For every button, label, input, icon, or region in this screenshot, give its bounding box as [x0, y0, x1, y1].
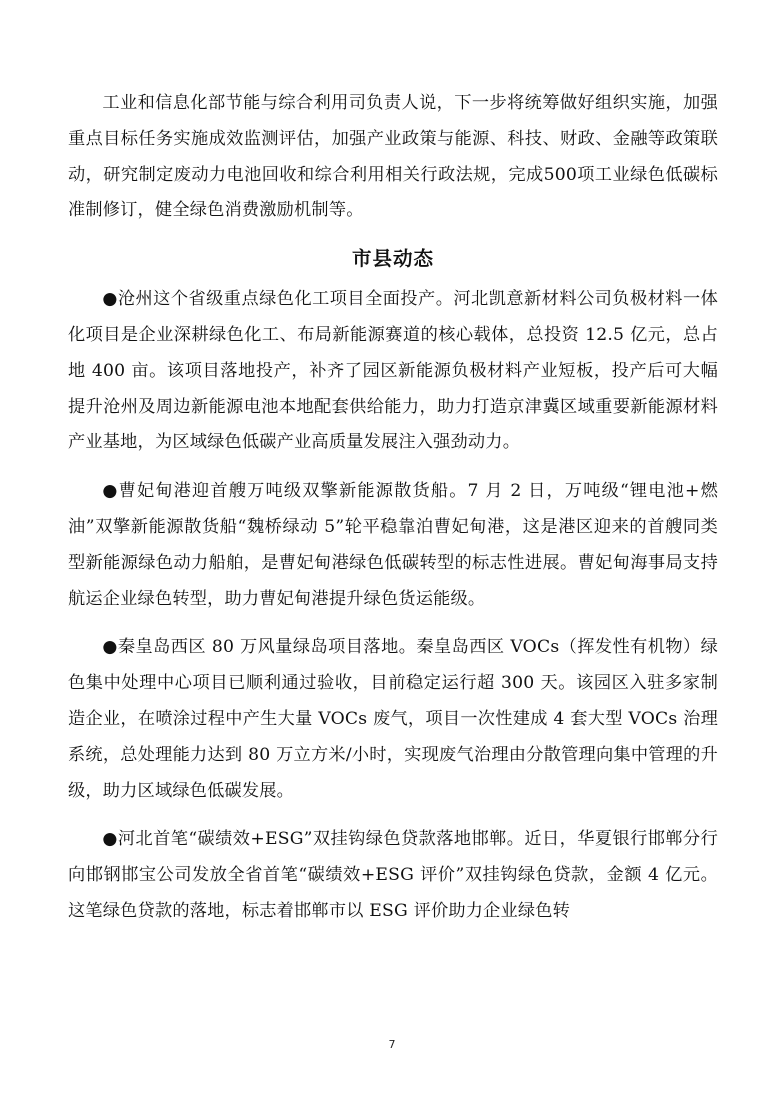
- news-item: [68, 282, 718, 461]
- news-item-text: 曹妃甸港迎首艘万吨级双擎新能源散货船。7 月 2 日，万吨级“锂电池+燃油”双擎新能源散货船“魏桥绿动 5”轮平稳靠泊曹妃甸港，这是港区迎来的首艘同类型新能源绿色动力船舶，是曹妃甸港绿色低碳转型的标志性进展。曹妃甸海事局支持航运企业绿色转型，助力曹妃甸港提升绿色货运能级。: [68, 481, 718, 609]
- news-item: [68, 822, 718, 929]
- bullet-icon: ●: [102, 289, 118, 310]
- news-item-text: 河北首笔“碳绩效+ESG”双挂钩绿色贷款落地邯郸。近日，华夏银行邯郸分行向邯钢邯宝公司发放全省首笔“碳绩效+ESG 评价”双挂钩绿色贷款，金额 4 亿元。这笔绿色贷款的落地，标志着邯郸市以 ESG 评价助力企业绿色转: [68, 829, 718, 921]
- news-item-text: 沧州这个省级重点绿色化工项目全面投产。河北凯意新材料公司负极材料一体化项目是企业深耕绿色化工、布局新能源赛道的核心载体，总投资 12.5 亿元，总占地 400 亩。该项目落地投产，补齐了园区新能源负极材料产业短板，投产后可大幅提升沧州及周边新能源电池本地配套供给能力，助力打造京津冀区域重要新能源材料产业基地，为区域绿色低碳产业高质量发展注入强劲动力。: [68, 289, 718, 453]
- section-title: 市县动态: [351, 247, 434, 271]
- bullet-icon: ●: [102, 637, 118, 658]
- news-item: [68, 474, 718, 617]
- intro-paragraph: 工业和信息化部节能与综合利用司负责人说，下一步将统筹做好组织实施，加强重点目标任务实施成效监测评估，加强产业政策与能源、科技、财政、金融等政策联动，研究制定废动力电池回收和综合利用相关行政法规，完成500项工业绿色低碳标准制修订，健全绿色消费激励机制等。: [68, 93, 718, 221]
- news-item: [68, 630, 718, 809]
- document-page: [68, 86, 718, 943]
- news-item-text: 秦皇岛西区 80 万风量绿岛项目落地。秦皇岛西区 VOCs（挥发性有机物）绿色集中处理中心项目已顺利通过验收，目前稳定运行超 300 天。该园区入驻多家制造企业，在喷涂过程中产生大量 VOCs 废气，项目一次性建成 4 套大型 VOCs 治理系统，总处理能力达到 80 万立方米/小时，实现废气治理由分散管理向集中管理的升级，助力区域绿色低碳发展。: [68, 637, 718, 801]
- bullet-icon: ●: [102, 829, 118, 850]
- page-number: 7: [388, 1038, 396, 1051]
- bullet-icon: ●: [102, 481, 119, 502]
